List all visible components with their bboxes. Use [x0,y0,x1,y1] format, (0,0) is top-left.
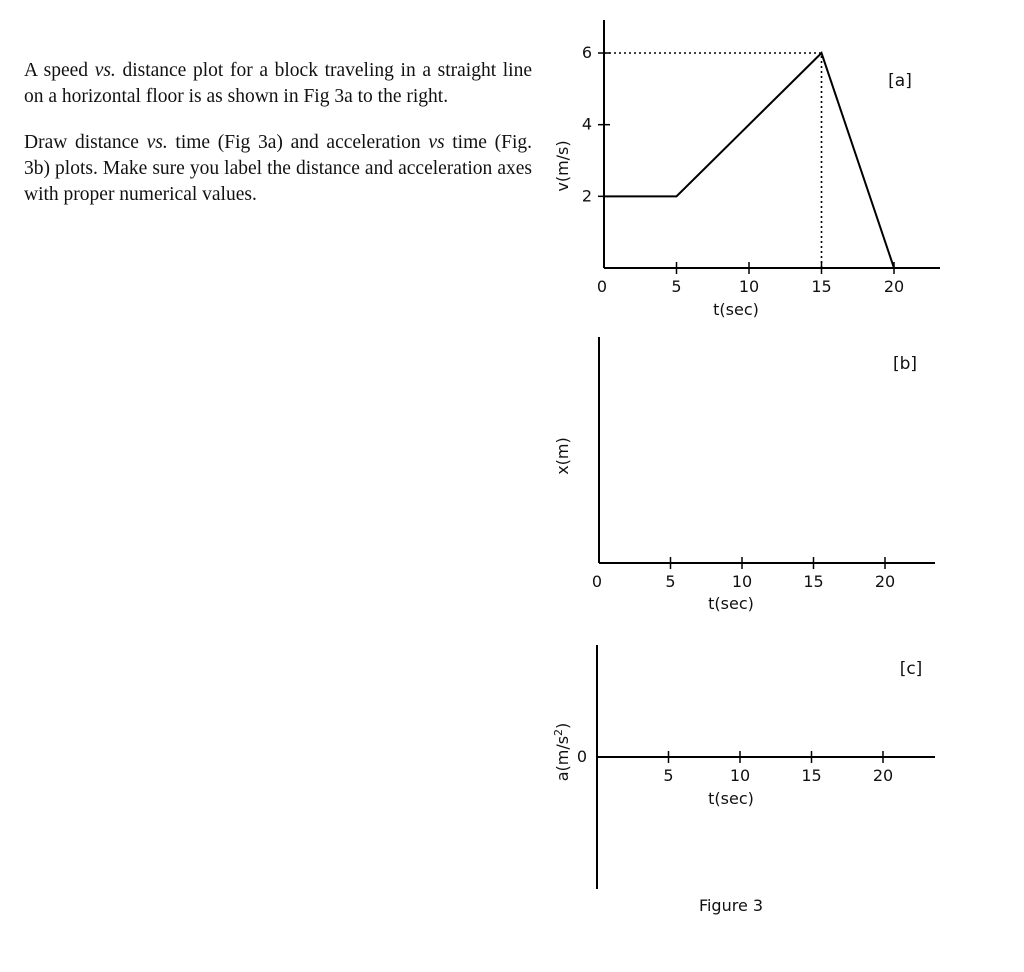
panel-b-x-tick-label-20: 20 [874,572,896,591]
panel-a-y-tick-label-4: 4 [581,114,592,134]
p1-text-b: distance plot for a block traveling in a straight line on a horizontal floor is as shown in Fig 3a to the right. [24,60,532,107]
panel-c-x-tick-label-5: 5 [663,766,674,785]
panel-a-x-tick-label-0: 0 [596,277,608,296]
panel-b-y-label: x(m) [553,437,572,475]
panel-c-x-label: t(sec) [708,789,754,808]
panel-b-x-tick-label-10: 10 [731,572,753,591]
panel-c-x-tick-label-10: 10 [729,766,751,785]
panel-b-x-label: t(sec) [708,594,754,613]
p2-vs-2: vs [428,132,445,153]
panel-b-distance-chart [553,337,935,613]
panel-b-tag: [b] [892,354,918,374]
panel-c-x-tick-label-15: 15 [801,766,822,785]
panel-c-y-label-main: a(m/s [553,735,572,782]
p2-text-a: Draw distance [24,132,147,153]
panel-b-x-tick-label-0: 0 [591,572,603,591]
p2-text-b: time (Fig 3a) and acceleration [167,132,429,153]
panel-c-y-label [552,723,572,782]
panel-c-zero-label: 0 [576,747,587,766]
panel-c-y-label-sup: 2 [552,728,565,736]
panel-c-tag: [c] [899,659,923,679]
panel-c-x-tick-label-20: 20 [872,766,894,785]
panel-a-y-tick-label-2: 2 [581,186,592,206]
panel-b-x-tick-label-15: 15 [803,572,824,591]
panel-c-y-label-close: ) [553,722,572,729]
panel-a-velocity-line [604,53,894,268]
panel-a-y-tick-label-6: 6 [581,43,592,62]
panel-a-x-tick-label-5: 5 [671,277,682,296]
p1-vs: vs. [94,60,116,81]
panel-a-x-tick-label-10: 10 [738,277,760,296]
panel-a-tag: [a] [888,71,912,91]
panel-a-velocity-chart [553,20,940,319]
panel-b-x-tick-label-5: 5 [665,572,676,591]
p2-vs-1: vs. [146,132,168,153]
panel-a-y-label: v(m/s) [553,140,572,192]
panel-a-x-tick-label-15: 15 [811,277,832,296]
panel-a-x-label: t(sec) [713,300,759,319]
p2-text-c: time (Fig. 3b) plots. Make sure you label the distance and acceleration axes with proper numerical values. [24,132,532,205]
panel-c-acceleration-chart [552,645,935,889]
figure-caption: Figure 3 [698,896,764,915]
panel-a-x-tick-label-20: 20 [883,277,905,296]
p1-text-a: A speed [24,60,95,81]
